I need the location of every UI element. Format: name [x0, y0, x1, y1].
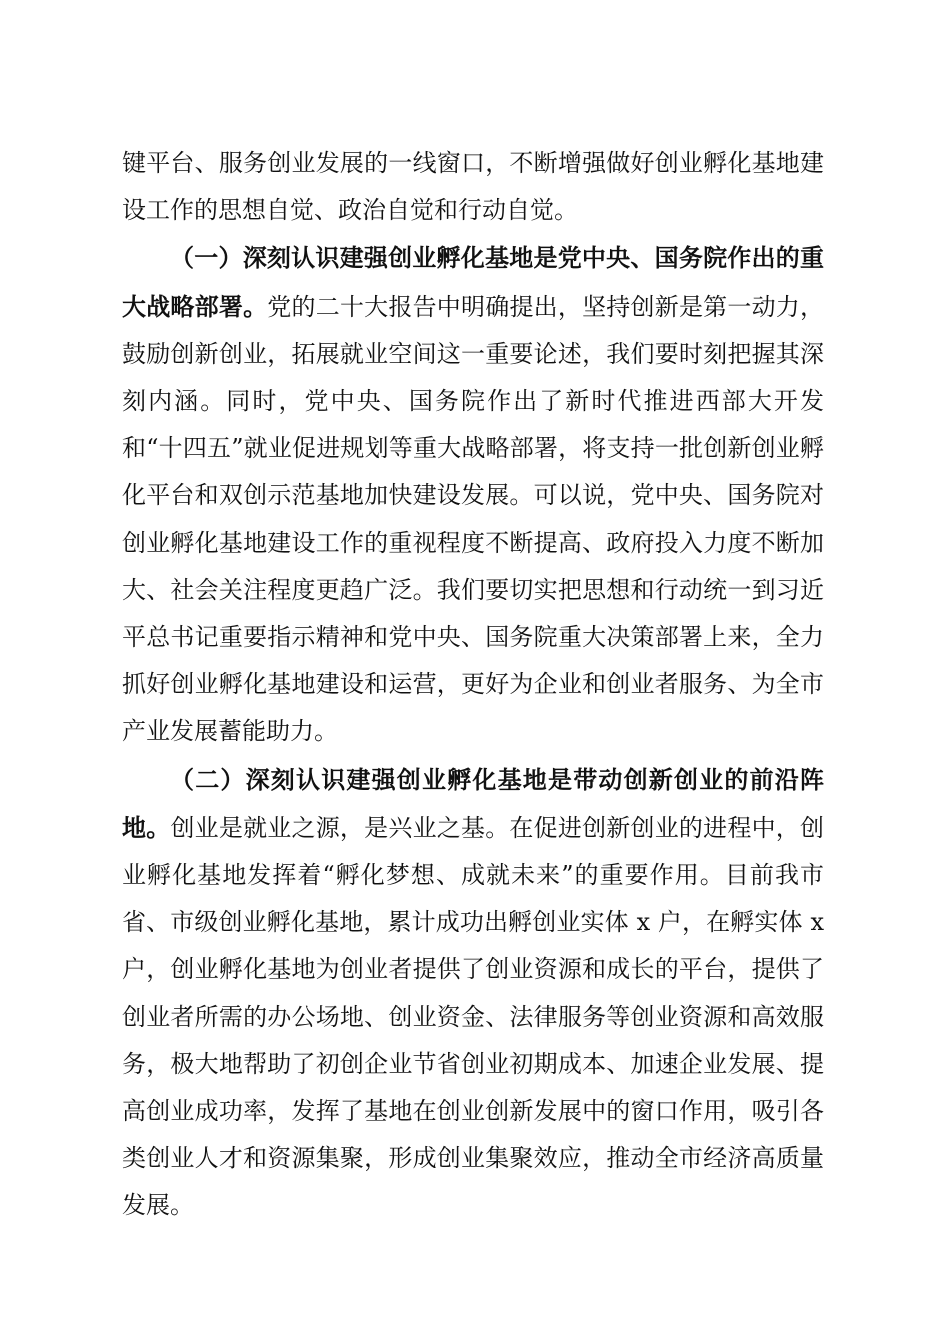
paragraph-section-1: [122, 234, 824, 755]
section-text-1: 党的二十大报告中明确提出，坚持创新是第一动力，鼓励创新创业，拓展就业空间这一重要论述，我们要时刻把握其深刻内涵。同时，党中央、国务院作出了新时代推进西部大开发和“十四五”就业促进规划等重大战略部署，将支持一批创新创业孵化平台和双创示范基地加快建设发展。可以说，党中央、国务院对创业孵化基地建设工作的重视程度不断提高、政府投入力度不断加大、社会关注程度更趋广泛。我们要切实把思想和行动统一到习近平总书记重要指示精神和党中央、国务院重大决策部署上来，全力抓好创业孵化基地建设和运营，更好为企业和创业者服务、为全市产业发展蓄能助力。: [122, 292, 825, 746]
paragraph-section-2: [122, 756, 824, 1230]
document-body: [122, 140, 824, 1230]
section-heading-1: （一）深刻认识建强创业孵化基地是党中央、国务院作出的重大战略部署。: [122, 243, 824, 321]
paragraph-continuation: [122, 140, 824, 234]
paragraph-text: 键平台、服务创业发展的一线窗口，不断增强做好创业孵化基地建设工作的思想自觉、政治自觉和行动自觉。: [122, 149, 824, 225]
section-heading-2: （二）深刻认识建强创业孵化基地是带动创新创业的前沿阵地。: [122, 764, 824, 842]
section-text-2: 创业是就业之源，是兴业之基。在促进创新创业的进程中，创业孵化基地发挥着“孵化梦想、成就未来”的重要作用。目前我市省、市级创业孵化基地，累计成功出孵创业实体 x 户，在孵实体 x 户，创业孵化基地为创业者提供了创业资源和成长的平台，提供了创业者所需的办公场地、创业资金、法律服务等创业资源和高效服务，极大地帮助了初创企业节省创业初期成本、加速企业发展、提高创业成功率，发挥了基地在创业创新发展中的窗口作用，吸引各类创业人才和资源集聚，形成创业集聚效应，推动全市经济高质量发展。: [122, 813, 825, 1220]
